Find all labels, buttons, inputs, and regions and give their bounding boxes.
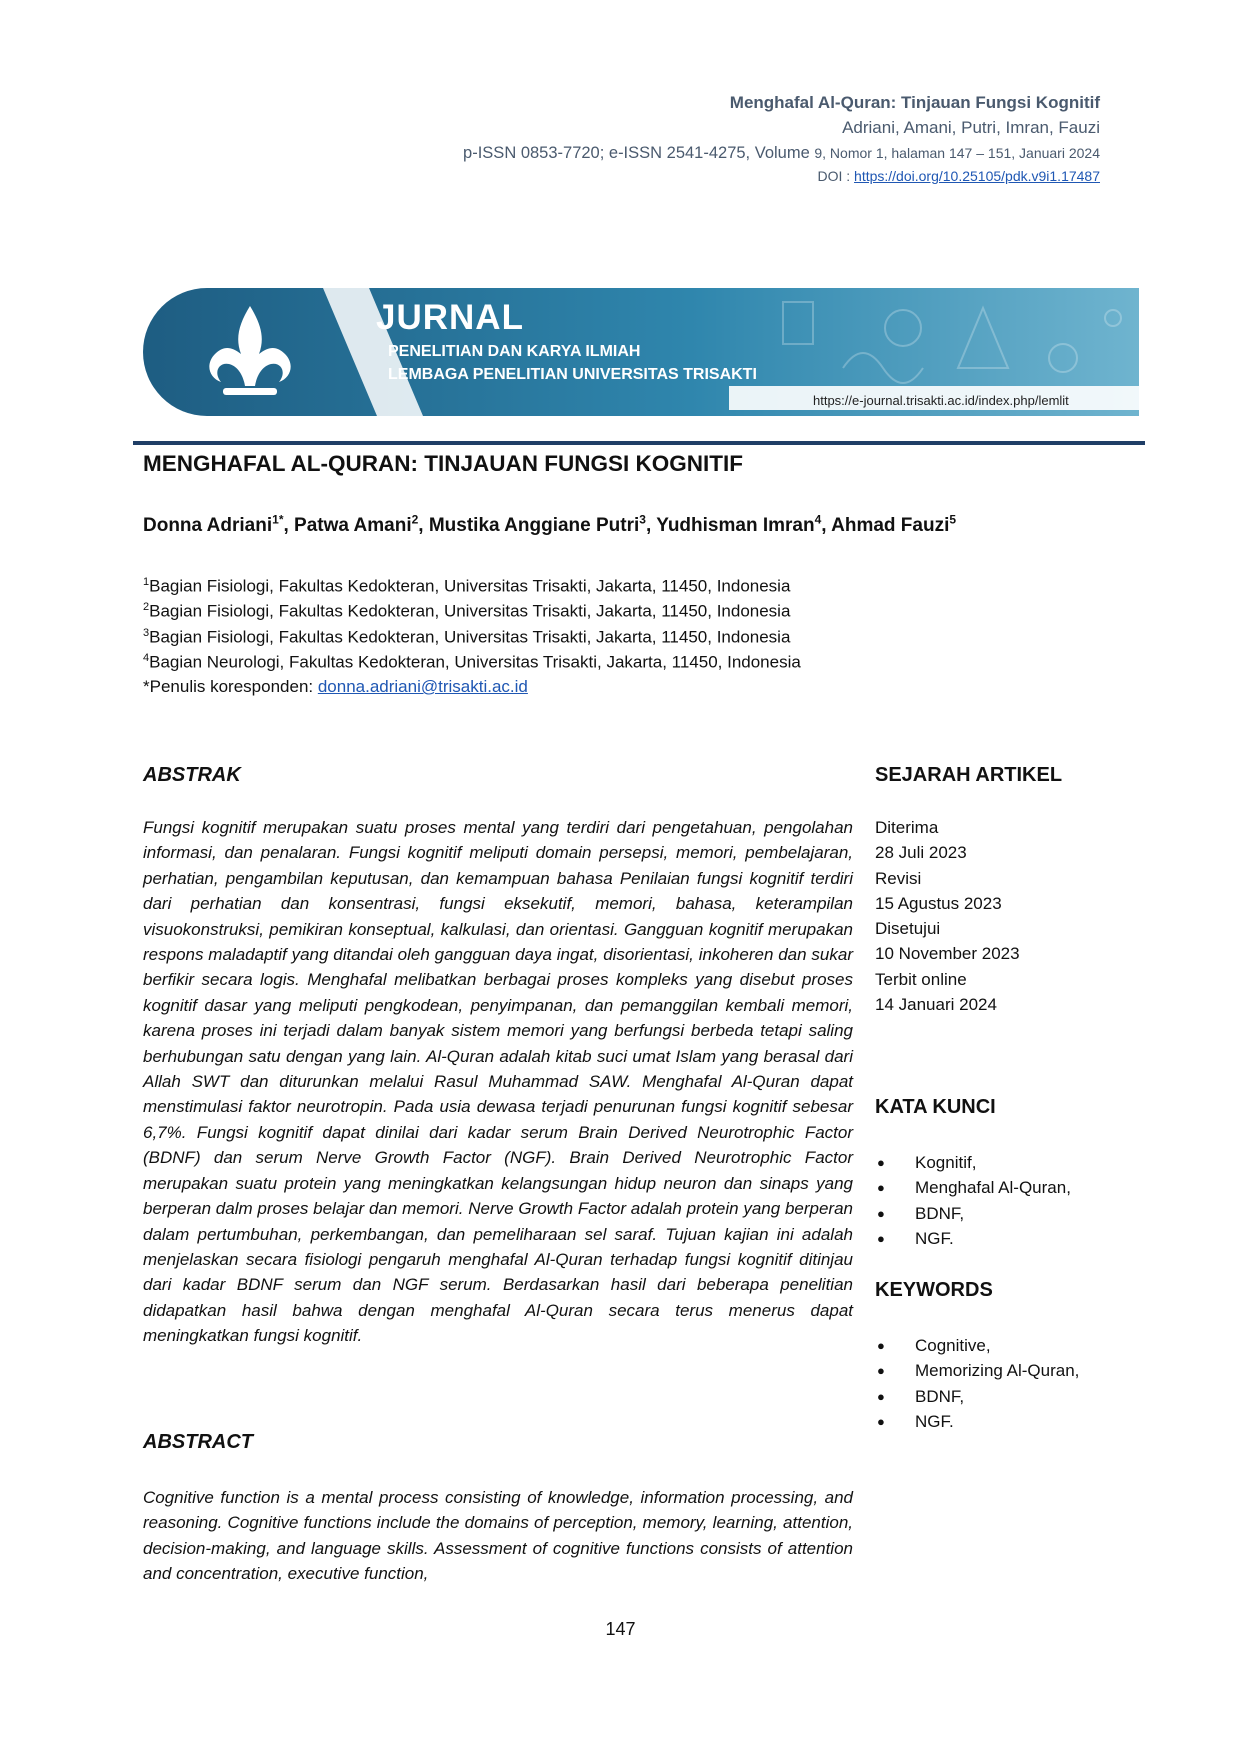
author-separator: , <box>283 515 295 537</box>
author-sup: 2 <box>411 513 419 527</box>
affiliation-text: Bagian Fisiologi, Fakultas Kedokteran, Universitas Trisakti, Jakarta, 11450, Indonesia <box>149 601 791 621</box>
list-item: ● NGF. <box>877 1409 1079 1434</box>
running-authors: Adriani, Amani, Putri, Imran, Fauzi <box>842 118 1100 137</box>
abstract-heading: ABSTRACT <box>143 1431 253 1453</box>
abstrak-heading: ABSTRAK <box>143 764 241 786</box>
author-name: Yudhisman Imran <box>656 515 815 537</box>
article-history <box>875 815 1020 1017</box>
author-name: Patwa Amani <box>294 515 412 537</box>
doi-link[interactable]: https://doi.org/10.25105/pdk.v9i1.17487 <box>854 168 1100 184</box>
corresponding-label: *Penulis koresponden: <box>143 677 318 696</box>
author-name: Ahmad Fauzi <box>831 515 950 537</box>
affiliation-sup: 3 <box>143 627 150 639</box>
affiliation-4 <box>143 652 801 673</box>
doi-label: DOI : <box>817 168 855 184</box>
kata-kunci-list <box>877 1150 1071 1251</box>
keywords-list <box>877 1333 1079 1434</box>
affiliation-sup: 4 <box>143 652 150 664</box>
trisakti-logo-icon <box>195 302 305 402</box>
history-heading: SEJARAH ARTIKEL <box>875 764 1063 786</box>
abstract-text: Cognitive function is a mental process consisting of knowledge, information processing, and reasoning. Cognitive functions include the domains of perception, memory, learning, attention, decision-making, and language skills. Assessment of cognitive functions consists of attention and concentration, executive function, <box>143 1488 853 1584</box>
corresponding-author <box>143 677 528 697</box>
author-sup: 5 <box>949 513 957 527</box>
affiliation-3 <box>143 627 790 648</box>
author-5 <box>831 515 956 536</box>
header-divider <box>133 441 1145 445</box>
affiliation-text: Bagian Fisiologi, Fakultas Kedokteran, Universitas Trisakti, Jakarta, 11450, Indonesia <box>149 627 791 647</box>
author-separator: , <box>821 515 832 537</box>
doi-line <box>817 168 1100 184</box>
history-item: 28 Juli 2023 <box>875 843 967 863</box>
list-item: ● Menghafal Al-Quran, <box>877 1175 1071 1200</box>
banner-journal-label: JURNAL <box>376 298 524 337</box>
affiliation-sup: 1 <box>143 576 150 588</box>
author-separator: , <box>645 515 657 537</box>
author-sup: 4 <box>814 513 822 527</box>
keywords-heading: KEYWORDS <box>875 1279 993 1301</box>
article-title: MENGHAFAL AL-QURAN: TINJAUAN FUNGSI KOGNITIF <box>143 451 743 476</box>
issn-text: p-ISSN 0853-7720; e-ISSN 2541-4275, Volume <box>463 144 810 162</box>
author-sup: 1* <box>272 513 284 527</box>
history-item: Revisi <box>875 868 922 888</box>
affiliation-sup: 2 <box>143 601 150 613</box>
affiliation-1 <box>143 576 790 597</box>
banner-url: https://e-journal.trisakti.ac.id/index.php/lemlit <box>813 393 1069 408</box>
corresponding-email-link[interactable]: donna.adriani@trisakti.ac.id <box>317 677 528 696</box>
list-item: ● NGF. <box>877 1226 1071 1251</box>
affiliation-2 <box>143 601 790 622</box>
author-list <box>143 513 956 537</box>
history-item: 14 Januari 2024 <box>875 995 997 1015</box>
list-item: ● Memorizing Al-Quran, <box>877 1358 1079 1383</box>
author-name: Mustika Anggiane Putri <box>428 515 640 537</box>
page-number: 147 <box>605 1619 636 1639</box>
list-item: ● Kognitif, <box>877 1150 1071 1175</box>
list-item: ● Cognitive, <box>877 1333 1079 1358</box>
history-item: 15 Agustus 2023 <box>875 893 1002 913</box>
history-item: Diterima <box>875 818 939 837</box>
author-sup: 3 <box>639 513 646 527</box>
list-item: ● BDNF, <box>877 1384 1079 1409</box>
issn-line <box>463 144 1100 163</box>
author-1 <box>143 515 294 536</box>
issn-volume-text: 9, Nomor 1, halaman 147 – 151, Januari 2024 <box>814 145 1100 161</box>
author-3 <box>429 515 656 536</box>
author-2 <box>294 515 429 536</box>
history-item: 10 November 2023 <box>875 944 1020 964</box>
banner-line-2: LEMBAGA PENELITIAN UNIVERSITAS TRISAKTI <box>388 366 757 383</box>
author-name: Donna Adriani <box>143 515 273 537</box>
author-separator: , <box>418 515 429 537</box>
affiliation-text: Bagian Neurologi, Fakultas Kedokteran, Universitas Trisakti, Jakarta, 11450, Indonesia <box>149 652 801 672</box>
history-item: Disetujui <box>875 919 941 939</box>
banner-line-1: PENELITIAN DAN KARYA ILMIAH <box>388 343 641 360</box>
list-item: ● BDNF, <box>877 1201 1071 1226</box>
history-item: Terbit online <box>875 969 967 989</box>
running-title: Menghafal Al-Quran: Tinjauan Fungsi Kognitif <box>729 93 1100 112</box>
affiliation-text: Bagian Fisiologi, Fakultas Kedokteran, Universitas Trisakti, Jakarta, 11450, Indonesia <box>149 576 791 596</box>
kata-kunci-heading: KATA KUNCI <box>875 1096 996 1118</box>
author-4 <box>656 515 831 536</box>
abstrak-text: Fungsi kognitif merupakan suatu proses mental yang terdiri dari pengetahuan, pengolahan informasi, dan penalaran. Fungsi kognitif meliputi domain persepsi, memori, pembelajaran, perhatian, pengambilan keputusan, dan kemampuan bahasa Penilaian fungsi kognitif terdiri dari perhatian dan konsentrasi, fungsi eksekutif, memori, bahasa, keterampilan visuokonstruksi, pemikiran konseptual, kalkulasi, dan orientasi. Gangguan kognitif merupakan respons maladaptif yang ditandai oleh gangguan daya ingat, disorientasi, inkoheren dan sukar berfikir secara logis. Menghafal melibatkan berbagai proses kompleks yang disebut proses kognitif dasar yang meliputi pengkodean, penyimpanan, dan pemanggilan kembali memori, karena proses ini terjadi dalam banyak sistem memori yang berfungsi berbeda tetapi saling berhubungan satu dengan yang lain. Al-Quran adalah kitab suci umat Islam yang berasal dari Allah SWT dan diturunkan melalui Rasul Muhammad SAW. Menghafal Al-Quran dapat menstimulasi faktor neurotropin. Pada usia dewasa terjadi penurunan fungsi kognitif sebesar 6,7%. Fungsi kognitif dapat dinilai dari kadar serum Brain Derived Neurotrophic Factor (BDNF) dan serum Nerve Growth Factor (NGF). Brain Derived Neurotrophic Factor merupakan suatu protein yang meningkatkan kelangsungan hidup neuron dan sinaps yang berperan dalm proses belajar dan memori. Nerve Growth Factor adalah protein yang berperan dalam pertumbuhan, perkembangan, dan pemeliharaan sel saraf. Tujuan kajian ini adalah menjelaskan secara fisiologi pengaruh menghafal Al-Quran terhadap fungsi kognitif ditinjau dari kadar BDNF serum dan NGF serum. Berdasarkan hasil dari beberapa penelitian didapatkan hasil bahwa dengan menghafal Al-Quran secara terus menerus dapat meningkatkan fungsi kognitif. <box>143 818 853 1346</box>
